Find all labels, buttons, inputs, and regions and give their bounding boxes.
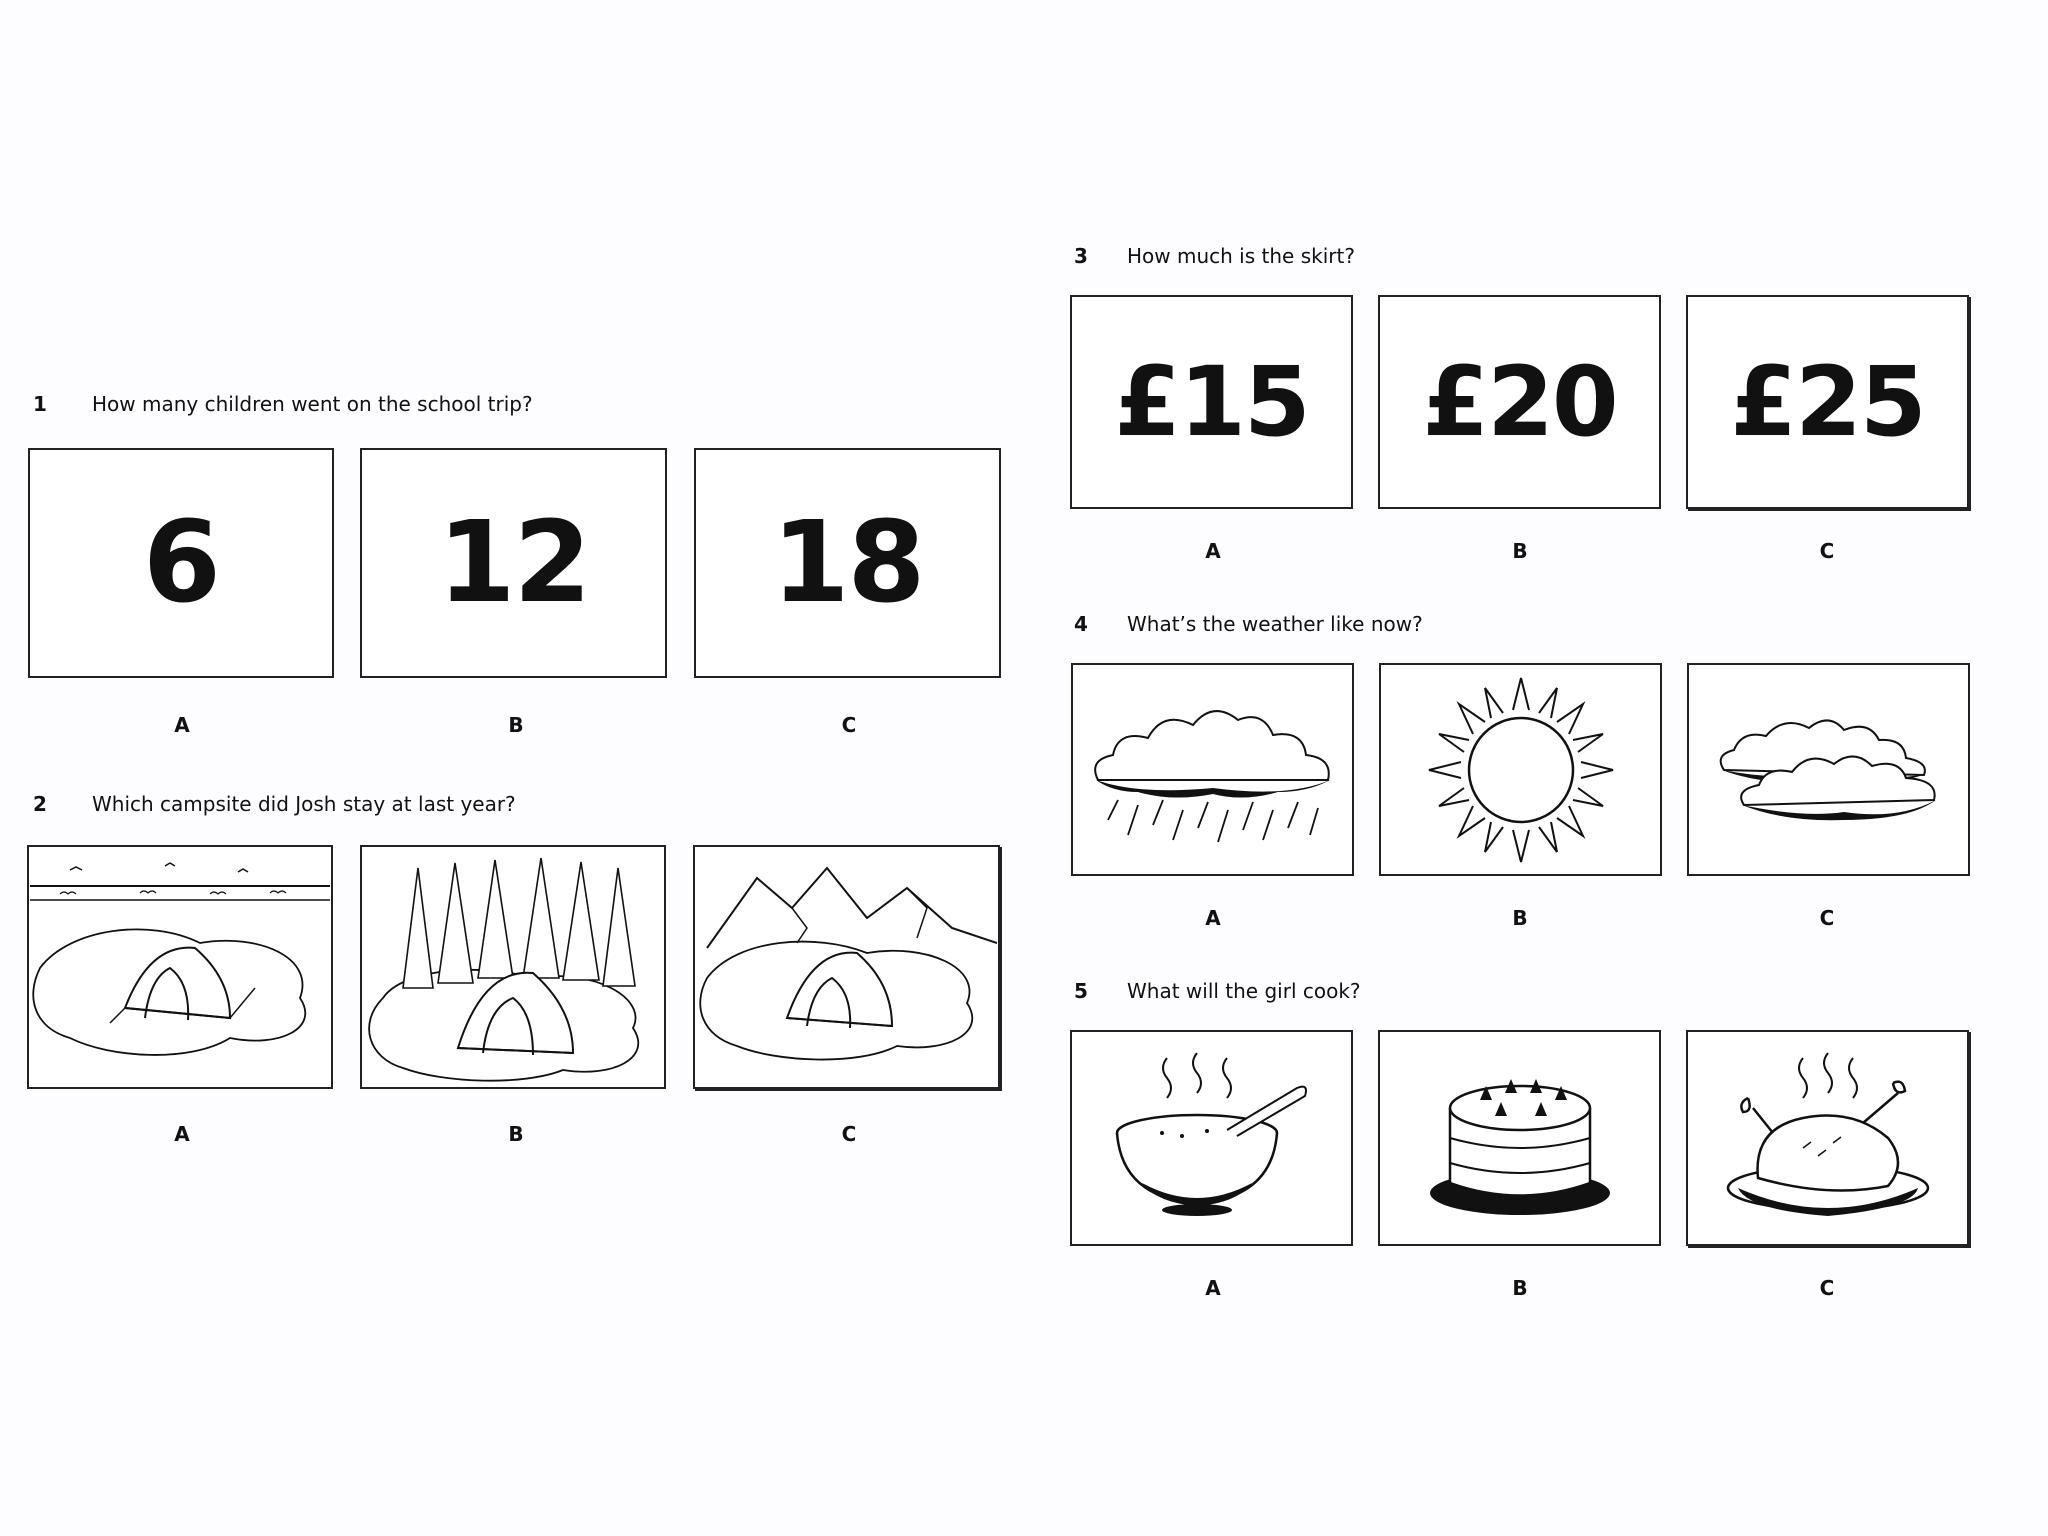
clouds-icon [1694, 670, 1964, 870]
question-number: 2 [33, 792, 47, 816]
option-b-box[interactable] [360, 448, 667, 678]
option-a-box[interactable] [1070, 1030, 1353, 1246]
option-b-label: B [508, 713, 524, 737]
option-a-label: A [1205, 906, 1221, 930]
option-a-label: A [174, 713, 190, 737]
option-value: 12 [437, 498, 590, 628]
option-b-label: B [1512, 906, 1528, 930]
question-text: What will the girl cook? [1127, 979, 1361, 1003]
option-value: 18 [771, 498, 924, 628]
option-a-label: A [1205, 1276, 1221, 1300]
question-text: How much is the skirt? [1127, 244, 1355, 268]
option-c-label: C [1819, 539, 1835, 563]
option-b-box[interactable] [1379, 663, 1662, 876]
tent-by-mountains-picture [697, 848, 997, 1086]
question-text: Which campsite did Josh stay at last year? [92, 792, 516, 816]
option-c-box[interactable] [1687, 663, 1970, 876]
option-b-label: B [1512, 1276, 1528, 1300]
option-b-label: B [508, 1122, 524, 1146]
option-c-box[interactable] [1686, 1030, 1969, 1246]
option-c-box[interactable] [693, 845, 1000, 1089]
option-b-label: B [1512, 539, 1528, 563]
option-c-box[interactable] [694, 448, 1001, 678]
option-value: £25 [1730, 346, 1925, 458]
option-value: £20 [1422, 346, 1617, 458]
question-number: 3 [1074, 244, 1088, 268]
option-a-box[interactable] [1070, 295, 1353, 509]
option-a-box[interactable] [27, 845, 333, 1089]
option-c-box[interactable] [1686, 295, 1969, 509]
option-c-label: C [1819, 906, 1835, 930]
option-a-box[interactable] [28, 448, 334, 678]
option-c-label: C [841, 1122, 857, 1146]
option-c-label: C [1819, 1276, 1835, 1300]
option-a-box[interactable] [1071, 663, 1354, 876]
option-a-label: A [174, 1122, 190, 1146]
option-b-box[interactable] [360, 845, 666, 1089]
rain-cloud-icon [1078, 670, 1348, 870]
option-b-box[interactable] [1378, 1030, 1661, 1246]
tent-by-sea-picture [30, 848, 330, 1086]
question-number: 1 [33, 392, 47, 416]
question-number: 4 [1074, 612, 1088, 636]
question-number: 5 [1074, 979, 1088, 1003]
question-text: What’s the weather like now? [1127, 612, 1423, 636]
roast-chicken-icon [1703, 1038, 1953, 1238]
option-value: 6 [143, 498, 219, 628]
sun-icon [1411, 670, 1631, 870]
tent-in-forest-picture [363, 848, 663, 1086]
option-value: £15 [1114, 346, 1309, 458]
question-text: How many children went on the school trip? [92, 392, 533, 416]
option-a-label: A [1205, 539, 1221, 563]
soup-icon [1087, 1038, 1337, 1238]
option-b-box[interactable] [1378, 295, 1661, 509]
cake-icon [1395, 1038, 1645, 1238]
option-c-label: C [841, 713, 857, 737]
